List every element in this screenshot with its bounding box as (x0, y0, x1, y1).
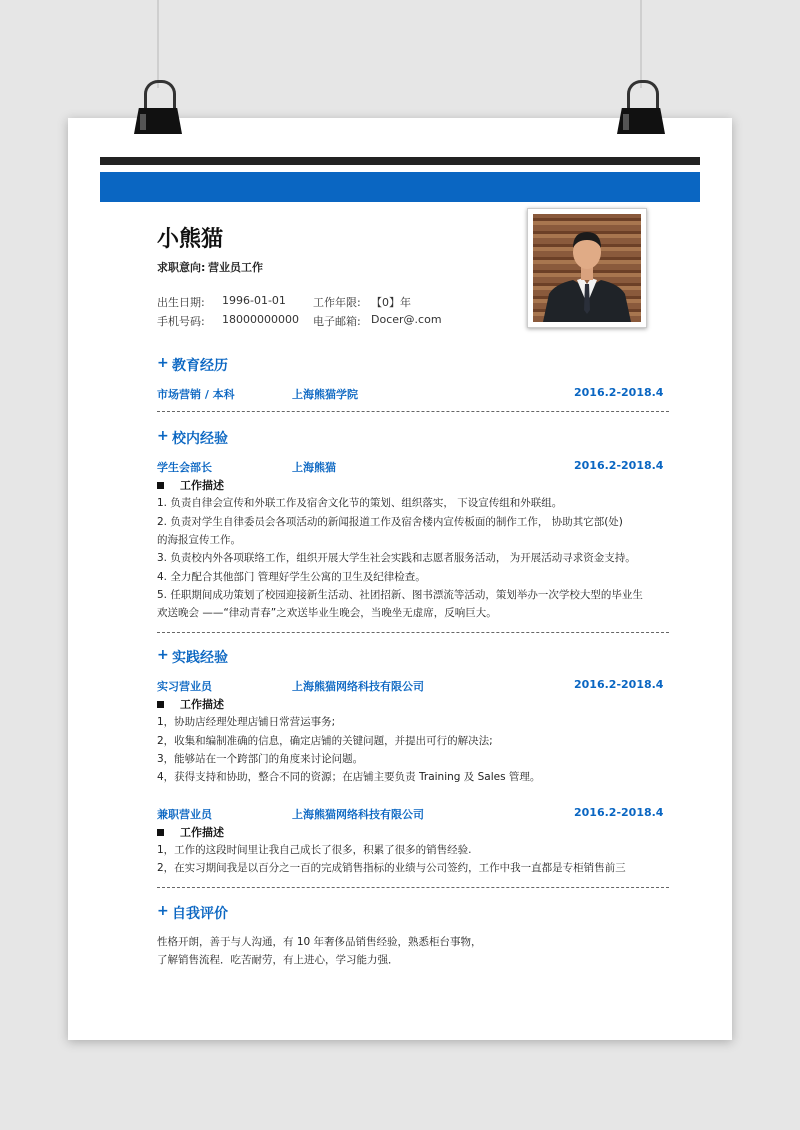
email-value: Docer@.com (371, 313, 442, 326)
divider (157, 411, 669, 412)
job1-line: 4，获得支持和协助，整合不同的资源；在店铺主要负责 Training 及 Sales 管理。 (157, 771, 541, 783)
phone-label: 手机号码: (157, 315, 205, 328)
campus-line: 5. 任职期间成功策划了校园迎接新生活动、社团招新、图书漂流等活动，策划举办一次学校大型的毕业生 (157, 589, 643, 601)
campus-desc-title: 工作描述 (180, 479, 224, 492)
job2-desc-title: 工作描述 (180, 826, 224, 839)
job1-line: 3，能够站在一个跨部门的角度来讨论问题。 (157, 753, 364, 765)
binder-clip-right-icon (617, 80, 665, 136)
candidate-name: 小熊猫 (157, 227, 224, 252)
campus-org: 上海熊猫 (292, 461, 336, 474)
birth-value: 1996-01-01 (222, 294, 286, 307)
person-portrait-icon (533, 214, 641, 322)
years-label: 工作年限: (313, 296, 361, 309)
square-bullet-icon (157, 701, 164, 708)
job1-line: 1，协助店经理处理店铺日常营运事务; (157, 716, 336, 728)
hanging-string-left (157, 0, 159, 88)
practice-plus-icon: + (157, 647, 169, 663)
header-dark-bar (100, 157, 700, 165)
education-major: 市场营销 / 本科 (157, 388, 235, 401)
campus-line: 2. 负责对学生自律委员会各项活动的新闻报道工作及宿舍楼内宣传板面的制作工作， 协助其它部(处) (157, 516, 623, 528)
education-school: 上海熊猫学院 (292, 388, 358, 401)
hanging-string-right (640, 0, 642, 88)
self-eval-line: 了解销售流程．吃苦耐劳，有上进心，学习能力强． (157, 954, 399, 966)
intent-label: 求职意向: (157, 261, 206, 274)
campus-title: 校内经验 (172, 431, 228, 447)
job2-line: 2，在实习期间我是以百分之一百的完成销售指标的业绩与公司签约，工作中我一直都是专柜销售前三 (157, 862, 626, 874)
self-eval-line: 性格开朗，善于与人沟通，有 10 年奢侈品销售经验，熟悉柜台事物， (157, 936, 482, 948)
intent-value: 营业员工作 (208, 261, 263, 274)
job2-role: 兼职营业员 (157, 808, 212, 821)
divider (157, 632, 669, 633)
job2-line: 1，工作的这段时间里让我自己成长了很多，积累了很多的销售经验. (157, 844, 472, 856)
campus-line: 4. 全力配合其他部门 管理好学生公寓的卫生及纪律检查。 (157, 571, 426, 583)
job1-line: 2，收集和编制准确的信息，确定店铺的关键问题，并提出可行的解决法; (157, 735, 493, 747)
square-bullet-icon (157, 829, 164, 836)
education-title: 教育经历 (172, 358, 228, 374)
campus-date: 2016.2-2018.4 (574, 459, 664, 472)
job1-desc-title: 工作描述 (180, 698, 224, 711)
campus-line: 3. 负责校内外各项联络工作，组织开展大学生社会实践和志愿者服务活动， 为开展活动寻求资金支持。 (157, 552, 636, 564)
education-plus-icon: + (157, 355, 169, 371)
job1-date: 2016.2-2018.4 (574, 678, 664, 691)
divider (157, 887, 669, 888)
job2-company: 上海熊猫网络科技有限公司 (292, 808, 424, 821)
self-eval-title: 自我评价 (172, 906, 228, 922)
email-label: 电子邮箱: (313, 315, 361, 328)
campus-plus-icon: + (157, 428, 169, 444)
campus-role: 学生会部长 (157, 461, 212, 474)
campus-line: 1. 负责自律会宣传和外联工作及宿舍文化节的策划、组织落实， 下设宣传组和外联组。 (157, 497, 563, 509)
header-blue-bar (100, 172, 700, 202)
binder-clip-left-icon (134, 80, 182, 136)
job1-company: 上海熊猫网络科技有限公司 (292, 680, 424, 693)
practice-title: 实践经验 (172, 650, 228, 666)
job2-date: 2016.2-2018.4 (574, 806, 664, 819)
job1-role: 实习营业员 (157, 680, 212, 693)
phone-value: 18000000000 (222, 313, 299, 326)
years-value: 【0】年 (371, 296, 411, 309)
square-bullet-icon (157, 482, 164, 489)
campus-line: 的海报宣传工作。 (157, 534, 241, 546)
birth-label: 出生日期: (157, 296, 205, 309)
self-eval-plus-icon: + (157, 903, 169, 919)
campus-line: 欢送晚会 ——“律动青春”之欢送毕业生晚会，当晚坐无虚席，反响巨大。 (157, 607, 497, 619)
education-date: 2016.2-2018.4 (574, 386, 664, 399)
profile-photo (527, 208, 647, 328)
